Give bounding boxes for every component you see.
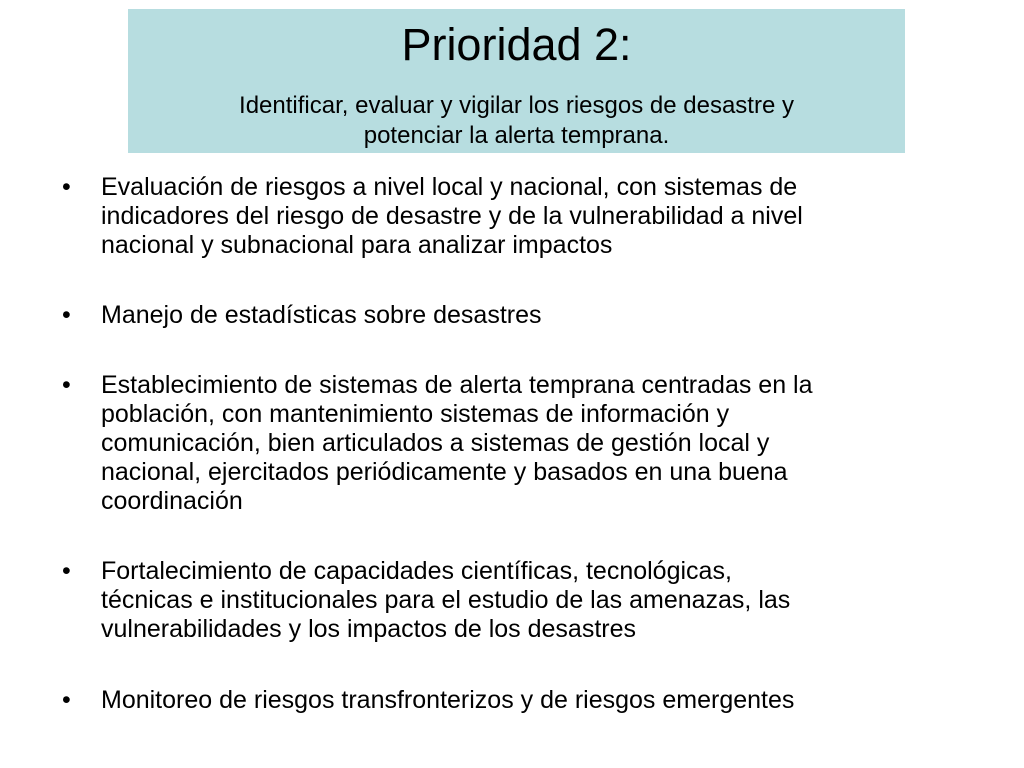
subtitle-line: potenciar la alerta temprana.: [363, 122, 670, 149]
slide-title: Prioridad 2:: [401, 19, 632, 70]
bullet-marker: •: [62, 173, 71, 201]
bullet-text-line: Fortalecimiento de capacidades científicas, tecnológicas,: [101, 557, 732, 585]
bullet-item: [55, 371, 975, 516]
bullet-item: [55, 557, 975, 644]
bullet-text-line: vulnerabilidades y los impactos de los desastres: [101, 615, 636, 643]
title-box: [128, 9, 905, 153]
bullet-text-line: indicadores del riesgo de desastre y de la vulnerabilidad a nivel: [101, 202, 803, 230]
bullet-text-line: coordinación: [101, 487, 243, 515]
bullet-list: [55, 173, 975, 715]
bullet-text-line: nacional y subnacional para analizar impactos: [101, 231, 613, 259]
bullet-text-line: Monitoreo de riesgos transfronterizos y de riesgos emergentes: [101, 686, 795, 714]
bullet-text-line: Establecimiento de sistemas de alerta temprana centradas en la: [101, 371, 813, 399]
subtitle-line: Identificar, evaluar y vigilar los riesgos de desastre y: [239, 92, 794, 119]
bullet-text-line: población, con mantenimiento sistemas de información y: [101, 400, 730, 428]
bullet-text-line: técnicas e institucionales para el estudio de las amenazas, las: [101, 586, 791, 614]
bullet-marker: •: [62, 557, 71, 585]
bullet-item: [55, 686, 975, 715]
slide-subtitle: [128, 91, 905, 151]
bullet-text-line: comunicación, bien articulados a sistemas de gestión local y: [101, 429, 770, 457]
bullet-item: [55, 173, 975, 260]
bullet-text-line: nacional, ejercitados periódicamente y basados en una buena: [101, 458, 788, 486]
bullet-marker: •: [62, 686, 71, 714]
bullet-text-line: Evaluación de riesgos a nivel local y nacional, con sistemas de: [101, 173, 798, 201]
bullet-text-line: Manejo de estadísticas sobre desastres: [101, 301, 542, 329]
bullet-item: [55, 301, 975, 330]
bullet-marker: •: [62, 301, 71, 329]
bullet-marker: •: [62, 371, 71, 399]
